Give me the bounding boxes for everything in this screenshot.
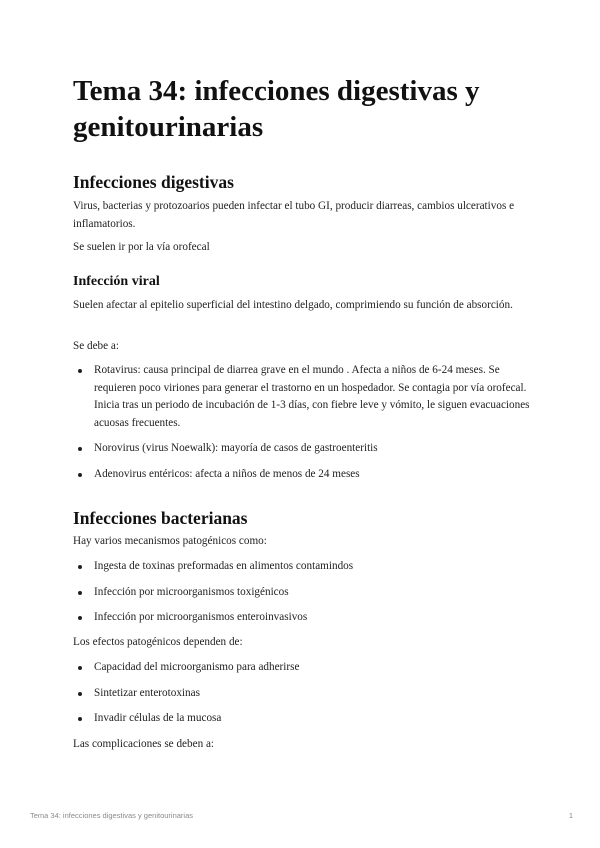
bullet-icon xyxy=(78,565,82,569)
paragraph-viral-2: Se debe a: xyxy=(73,340,119,352)
list-item: Adenovirus entéricos: afecta a niños de menos de 24 meses xyxy=(73,466,533,484)
bullet-icon xyxy=(78,692,82,696)
paragraph-bacterianas-2: Los efectos patogénicos dependen de: xyxy=(73,636,243,648)
paragraph-bacterianas-1: Hay varios mecanismos patogénicos como: xyxy=(73,535,267,547)
list-item: Norovirus (virus Noewalk): mayoría de casos de gastroenteritis xyxy=(73,440,533,458)
paragraph-bacterianas-3: Las complicaciones se deben a: xyxy=(73,738,215,750)
bullet-icon xyxy=(78,473,82,477)
bullet-icon xyxy=(78,666,82,670)
effects-list xyxy=(73,659,533,728)
list-item: Infección por microorganismos toxigénicos xyxy=(73,584,533,602)
bullet-icon xyxy=(78,447,82,451)
bullet-icon xyxy=(78,616,82,620)
page-number: 1 xyxy=(568,811,573,820)
list-item: Capacidad del microorganismo para adherirse xyxy=(73,659,533,677)
list-item: Ingesta de toxinas preformadas en alimentos contamindos xyxy=(73,558,533,576)
viral-list xyxy=(73,362,533,483)
section-heading-bacterianas: Infecciones bacterianas xyxy=(73,508,248,528)
bullet-icon xyxy=(78,591,82,595)
footer-title: Tema 34: infecciones digestivas y genitourinarias xyxy=(30,811,194,820)
page-title: Tema 34: infecciones digestivas y genitourinarias xyxy=(73,75,480,143)
paragraph-digestivas-1: Virus, bacterias y protozoarios pueden infectar el tubo GI, producir diarreas, cambios ulcerativos e inflamatorios. xyxy=(73,200,515,230)
mechanisms-list xyxy=(73,558,533,627)
subsection-heading-viral: Infección viral xyxy=(73,274,160,289)
list-item: Sintetizar enterotoxinas xyxy=(73,685,533,703)
list-item: Invadir células de la mucosa xyxy=(73,710,533,728)
paragraph-digestivas-2: Se suelen ir por la vía orofecal xyxy=(73,241,210,253)
bullet-icon xyxy=(78,717,82,721)
paragraph-viral-1: Suelen afectar al epitelio superficial del intestino delgado, comprimiendo su función de absorción. xyxy=(73,299,513,311)
list-item: Rotavirus: causa principal de diarrea grave en el mundo . Afecta a niños de 6-24 meses. Se requieren poco viriones para generar el trastorno en un hospedador. Se contagia por vía orofecal. Inicia tras un periodo de incubación de 1-3 días, con fiebre leve y vómito, le siguen evacuaciones acuosas frecuentes. xyxy=(73,362,533,432)
list-item: Infección por microorganismos enteroinvasivos xyxy=(73,609,533,627)
bullet-icon xyxy=(78,369,82,373)
section-heading-digestivas: Infecciones digestivas xyxy=(73,172,234,192)
